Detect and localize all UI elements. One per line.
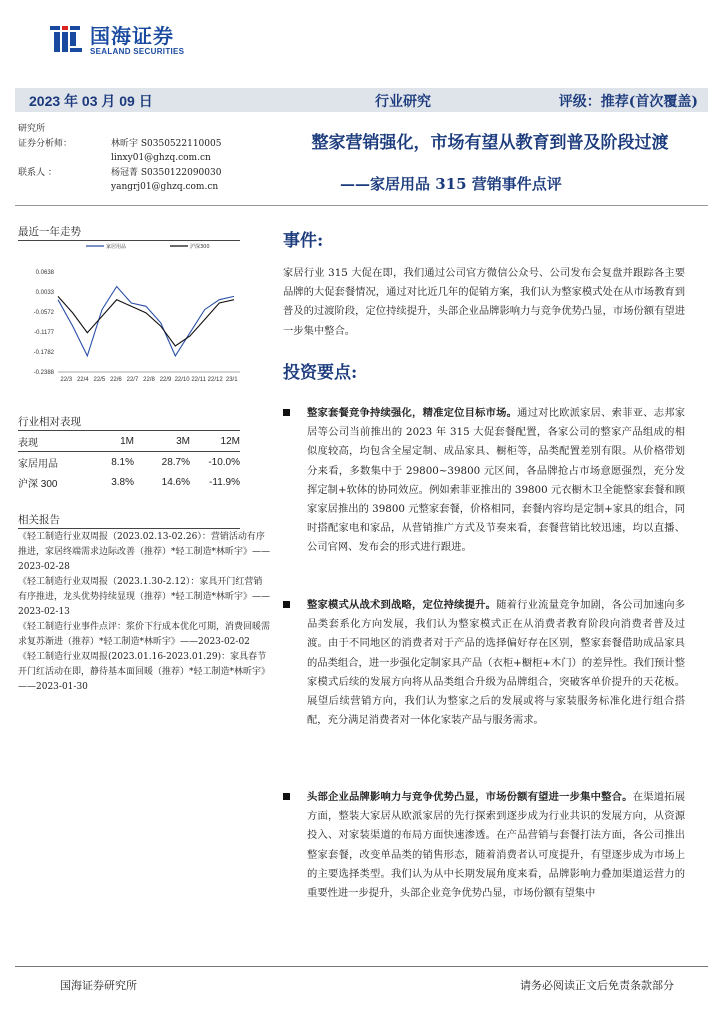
company-logo <box>48 22 184 58</box>
point-item <box>283 404 685 558</box>
point-title: 整家套餐竞争持续强化，精准定位目标市场。 <box>307 407 518 419</box>
divider <box>15 205 708 206</box>
point-text: 随着行业流量竞争加剧，各公司加速向多品类套系化方向发展，我们认为整家模式正在从消费者教育阶段向消费者普及过渡。由于不同地区的消费者对于产品的选择偏好存在区别，整家套餐借助成品家具的品类组合，进一步强化定制家具产品（衣柜+橱柜+木门）的差异性。我们预计整家模式后续的发展方向将从品类组合升级为品牌组合，突破客单价提升的天花板。展望后续营销方向，我们认为整家之后的发展或将与家装服务标准化进行组合搭配，充分满足消费者对一体化家装产品与服务需求。 <box>307 599 686 727</box>
y-tick-label: -0.2388 <box>33 370 54 376</box>
sealand-logo-icon <box>48 22 84 58</box>
event-text: 家居行业 315 大促在即，我们通过公司官方微信公众号、公司发布会复盘并跟踪各主要品牌的大促套餐情况，通过对比近几年的促销方案，我们认为整家模式处在从市场教育到普及的过渡阶段，定位持续提升，头部企业品牌影响力与竞争优势凸显，市场份额有望进一步集中整合。 <box>283 267 685 337</box>
x-tick-label: 22/5 <box>93 377 106 383</box>
point-text: 通过对比欧派家居、索菲亚、志邦家居等公司当前推出的 2023 年 315 大促套餐配置，各家公司的整家产品组成的相似度较高，均包含全屋定制、成品家具、橱柜等，品类配置差别有限。从价格带划分来看，多数集中于 29800~39800 元区间，各品牌抢占市场意愿强烈，充分发挥定制+软体的协同效应。例如索菲亚推出的 39800 元衣橱木卫全能整家套餐和顾家家居推出的 39800 元整家套餐，价格相同，套餐内容均是定制+家具的组合，同时搭配家电和家品，从营销推广方式及节奏来看，套餐营销比较迅速，均以直播、公司官网、发布会的形式进行跟进。 <box>307 407 686 554</box>
table-row: 家居用品 8.1% 28.7% -10.0% <box>18 456 240 470</box>
analyst-label: 证券分析师： <box>18 138 73 149</box>
point-item <box>283 596 685 730</box>
x-tick-label: 22/3 <box>60 377 73 383</box>
report-link[interactable]: 《轻工制造行业事件点评：浆价下行成本优化可期，消费回暖需求复苏渐进（推荐）*轻工制造*林昕宇》——2023-02-02 <box>18 622 271 647</box>
report-link[interactable]: 《轻工制造行业双周报(2023.01.16-2023.01.29)：家具春节开门红活动在即，静待基本面回暖（推荐）*轻工制造*林昕宇》——2023-01-30 <box>18 652 271 692</box>
dept-label: 研究所 <box>18 124 46 134</box>
analyst-1-email[interactable]: linxy01@ghzq.com.cn <box>111 153 211 163</box>
report-category: 行业研究 <box>375 94 431 110</box>
legend-label-2: 沪深300 <box>190 244 210 250</box>
chart-legend <box>86 243 210 250</box>
footer-divider <box>15 966 708 967</box>
table-row: 沪深 300 3.8% 14.6% -11.9% <box>18 476 240 490</box>
x-tick-label: 22/4 <box>76 377 89 383</box>
analyst-2-name: 杨冠菁 S0350122090030 <box>111 167 222 178</box>
analyst-2-email[interactable]: yangrj01@ghzq.com.cn <box>111 182 219 192</box>
series-line-2 <box>58 296 234 346</box>
series-line-1 <box>58 287 234 356</box>
table-header-row: 表现 1M 3M 12M <box>18 432 240 452</box>
logo-text-cn: 国海证券 <box>90 23 174 48</box>
contact-label: 联系人 ： <box>18 167 57 178</box>
x-tick-label: 23/1 <box>225 377 238 383</box>
report-date: 2023 年 03 月 09 日 <box>29 93 153 109</box>
points-heading: 投资要点: <box>283 363 358 383</box>
x-tick-label: 22/6 <box>110 377 122 383</box>
logo-text-en: SEALAND SECURITIES <box>90 46 185 56</box>
report-subtitle: ——家居用品 315 营销事件点评 <box>340 175 562 193</box>
perf-table <box>18 432 240 492</box>
divider <box>18 430 240 431</box>
footer-left: 国海证券研究所 <box>60 979 137 992</box>
report-rating: 评级：推荐(首次覆盖) <box>558 94 698 110</box>
analyst-1-name: 林昕宇 S0350522110005 <box>111 138 222 149</box>
analyst-info <box>18 122 221 195</box>
x-tick-label: 22/10 <box>174 377 190 383</box>
footer-disclaimer[interactable]: 请务必阅读正文后免责条款部分 <box>520 979 674 992</box>
point-item <box>283 788 685 903</box>
header-bar <box>15 88 708 112</box>
point-text: 在渠道拓展方面，整装大家居从欧派家居的先行探索到逐步成为行业共识的发展方向，从资源投入、对家装渠道的布局方面快速渗透。在产品营销与套餐打法方面，各公司推出整家套餐，改变单品类的销售形态，随着消费者认可度提升，有望逐步成为市场上的主要选择类型。我们认为从中长期发展角度来看，品牌影响力叠加渠道运营力的重要性进一步提升，头部企业竞争优势凸显，市场份额有望集中 <box>307 791 686 900</box>
trend-chart <box>18 240 243 385</box>
report-link[interactable]: 《轻工制造行业双周报（2023.1.30-2.12）：家具开门红营销有序推进，龙头优势持续显现（推荐）*轻工制造*林昕宇》——2023-02-13 <box>18 577 271 617</box>
y-tick-label: 0.0033 <box>35 289 54 296</box>
trend-label: 最近一年走势 <box>18 226 81 238</box>
x-tick-label: 22/8 <box>143 377 155 383</box>
x-tick-label: 22/11 <box>191 377 206 383</box>
reports-label: 相关报告 <box>18 514 60 526</box>
x-tick-label: 22/7 <box>126 377 139 383</box>
bullet-square-icon <box>283 793 290 800</box>
y-tick-label: -0.1782 <box>33 349 54 356</box>
x-tick-label: 22/12 <box>207 377 223 383</box>
point-title: 整家模式从战术到战略，定位持续提升。 <box>307 599 497 611</box>
legend-label-1: 家居用品 <box>106 244 127 250</box>
related-reports <box>18 530 270 695</box>
divider <box>18 528 240 529</box>
bullet-square-icon <box>283 601 290 608</box>
event-heading: 事件: <box>283 231 324 251</box>
perf-label: 行业相对表现 <box>18 416 81 428</box>
y-tick-label: -0.1177 <box>34 329 54 336</box>
y-tick-label: 0.0638 <box>35 270 54 276</box>
point-title: 头部企业品牌影响力与竞争优势凸显，市场份额有望进一步集中整合。 <box>307 791 633 803</box>
report-link[interactable]: 《轻工制造行业双周报（2023.02.13-02.26）：营销活动有序推进，家居终端需求边际改善（推荐）*轻工制造*林昕宇》——2023-02-28 <box>18 532 271 572</box>
y-tick-label: -0.0572 <box>33 309 54 316</box>
report-title: 整家营销强化，市场有望从教育到普及阶段过渡 <box>311 133 669 153</box>
bullet-square-icon <box>283 409 290 416</box>
x-tick-label: 22/9 <box>159 377 172 383</box>
